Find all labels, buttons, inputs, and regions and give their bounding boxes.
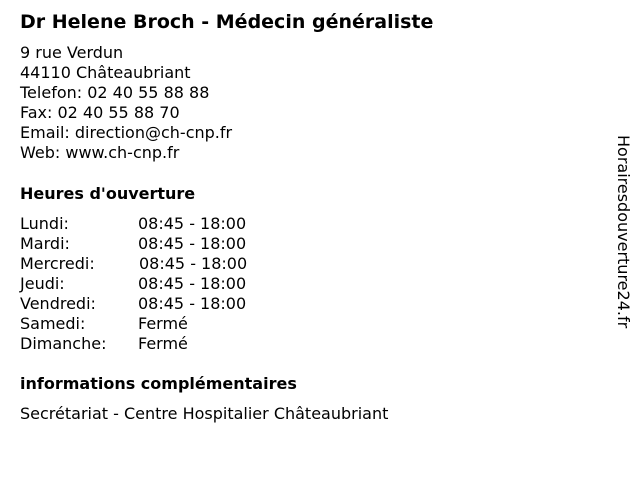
additional-info-text: Secrétariat - Centre Hospitalier Châteaubriant: [20, 404, 389, 423]
time-value: 08:45 - 18:00: [138, 214, 247, 233]
street-address: 9 rue Verdun: [20, 43, 124, 62]
website: Web: www.ch-cnp.fr: [20, 143, 180, 162]
phone-number: Telefon: 02 40 55 88 88: [20, 83, 210, 102]
opening-hours-heading: Heures d'ouverture: [20, 184, 196, 203]
time-value: 08:45 - 18:00: [138, 294, 247, 313]
time-value: 08:45 - 18:00: [138, 274, 247, 293]
additional-info-heading: informations complémentaires: [20, 374, 297, 393]
email-address: Email: direction@ch-cnp.fr: [20, 123, 233, 142]
watermark-text: Horairesdouverture24.fr: [614, 135, 633, 329]
address-block: [20, 43, 232, 163]
fax-number: Fax: 02 40 55 88 70: [20, 103, 180, 122]
day-label: Jeudi:: [20, 274, 65, 293]
day-label: Samedi:: [20, 314, 86, 333]
time-value: Fermé: [138, 334, 188, 353]
day-label: Mardi:: [20, 234, 70, 253]
time-value: Fermé: [138, 314, 188, 333]
day-label: Mercredi:: [20, 254, 95, 273]
page-title: Dr Helene Broch - Médecin généraliste: [20, 11, 434, 33]
day-label: Lundi:: [20, 214, 69, 233]
day-label: Dimanche:: [20, 334, 107, 353]
time-value: 08:45 - 18:00: [138, 234, 247, 253]
city-postcode: 44110 Châteaubriant: [20, 63, 191, 82]
time-value: 08:45 - 18:00: [139, 254, 248, 273]
day-label: Vendredi:: [20, 294, 96, 313]
